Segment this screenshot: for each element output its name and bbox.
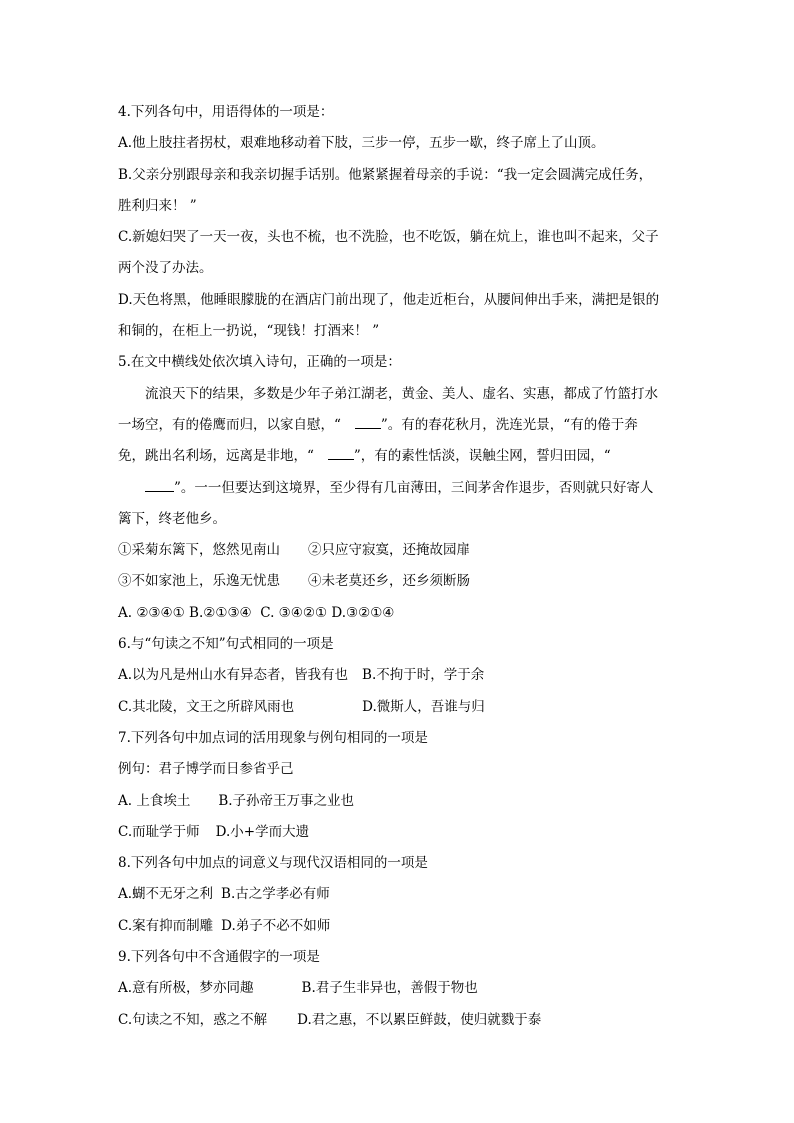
q9-option-d: D.君之惠，不以累臣鲜鼓，使归就戮于泰 — [297, 1011, 542, 1028]
q5-passage-text: ”，有的素性恬淡，误触尘网，誓归田园，“ — [353, 448, 611, 465]
q6-option-a: A.以为凡是州山水有异态者，皆我有也 — [118, 667, 349, 684]
q5-passage-text: ”。一一但要达到这境界，至少得有几亩薄田，三间茅舍作退步，否则就只好寄人 — [174, 479, 654, 496]
q5-passage-line2 — [118, 414, 678, 445]
q9-options-row1 — [118, 977, 678, 1008]
fill-blank-3 — [145, 477, 174, 492]
q7-stem: 7.下列各句中加点词的活用现象与例句相同的一项是 — [118, 729, 428, 746]
q6-option-b: B.不拘于时，学于余 — [362, 667, 485, 684]
q9-stem: 9.下列各句中不含通假字的一项是 — [118, 949, 320, 966]
q5-passage-text: ”。有的春花秋月，洗连光景，“有的倦于奔 — [380, 416, 638, 433]
q5-choices: A. ②③④① B.②①③④ C. ③④②① D.③②①④ — [118, 604, 395, 621]
q7-option-c: C.而耻学于师 — [118, 823, 200, 840]
q6-options-row1 — [118, 664, 678, 695]
q7-option-a: A. 上食埃土 — [118, 792, 191, 809]
q4-option-a: A.他上肢拄者拐杖，艰难地移动着下肢，三步一停，五步一歇，终子席上了山顶。 — [118, 135, 605, 152]
q5-verse-1: ①采菊东篱下，悠然见南山 — [118, 542, 280, 559]
q5-passage-text: 一场空，有的倦鹰而归，以家自慰，“ — [118, 416, 341, 433]
q5-verse-3: ③不如家池上，乐逸无忧患 — [118, 573, 280, 590]
q8-options-row1 — [118, 883, 678, 914]
q9-option-b: B.君子生非异也，善假于物也 — [301, 980, 478, 997]
q6-options-row2 — [118, 696, 678, 727]
q8-option-a: A.蝴不无牙之利 — [118, 886, 214, 903]
q9-option-c: C.句读之不知，惑之不解 — [118, 1011, 268, 1028]
q8-options-row2 — [118, 915, 678, 946]
q5-verse-options-row2 — [118, 570, 678, 601]
q5-passage-line4 — [118, 477, 678, 508]
q5-verse-options-row1 — [118, 539, 678, 570]
q5-verse-4: ④未老莫还乡，还乡须断肠 — [308, 573, 470, 590]
q4-option-b-line1: B.父亲分别跟母亲和我亲切握手话别。他紧紧握着母亲的手说：“我一定会圆满完成任务， — [118, 166, 653, 183]
q4-option-d-line1: D.天色将黑，他睡眼朦胧的在酒店门前出现了，他走近柜台，从腰间伸出手来，满把是银的 — [118, 291, 660, 308]
q7-example: 例句：君子博学而日参省乎己 — [118, 761, 294, 778]
q8-stem: 8.下列各句中加点的词意义与现代汉语相同的一项是 — [118, 855, 428, 872]
q6-option-c: C.其北陵，文王之所辟风雨也 — [118, 698, 295, 715]
q8-option-b: B.古之学孝必有师 — [221, 886, 330, 903]
q6-option-d: D.微斯人，吾谁与归 — [362, 698, 485, 715]
q9-option-a: A.意有所极，梦亦同趣 — [118, 980, 254, 997]
q5-passage-text: 免，跳出名利场，远离是非地，“ — [118, 448, 314, 465]
q6-stem: 6.与“句读之不知”句式相同的一项是 — [118, 636, 334, 653]
q5-verse-2: ②只应守寂寞，还掩故园扉 — [308, 542, 470, 559]
q4-option-c-line2: 两个没了办法。 — [118, 260, 213, 277]
q7-options-row1 — [118, 790, 678, 821]
q8-option-c: C.案有抑而制雕 — [118, 917, 214, 934]
fill-blank-1 — [355, 414, 381, 429]
fill-blank-2 — [328, 445, 354, 460]
q7-option-d: D.小+学而大遗 — [215, 823, 310, 840]
q5-passage-line3 — [118, 445, 678, 476]
q5-passage-line1: 流浪天下的结果，多数是少年子弟江湖老，黄金、美人、虚名、实惠，都成了竹篮打水 — [145, 385, 658, 402]
q7-option-b: B.子孙帝王万事之业也 — [218, 792, 355, 809]
q9-options-row2 — [118, 1009, 678, 1040]
q5-stem: 5.在文中横线处依次填入诗句，正确的一项是： — [118, 354, 401, 371]
q7-options-row2 — [118, 821, 678, 852]
q5-passage-line5: 篱下，终老他乡。 — [118, 510, 226, 527]
q4-option-d-line2: 和铜的，在柜上一扔说，“现钱！打酒来！ ” — [118, 323, 380, 340]
q8-option-d: D.弟子不必不如师 — [221, 917, 331, 934]
q4-option-c-line1: C.新媳妇哭了一天一夜，头也不梳，也不洗脸，也不吃饭，躺在炕上，谁也叫不起来，父子 — [118, 229, 659, 246]
exam-questions — [118, 101, 678, 1040]
q4-option-b-line2: 胜利归来！ ” — [118, 197, 197, 214]
q4-stem: 4.下列各句中，用语得体的一项是： — [118, 104, 334, 120]
